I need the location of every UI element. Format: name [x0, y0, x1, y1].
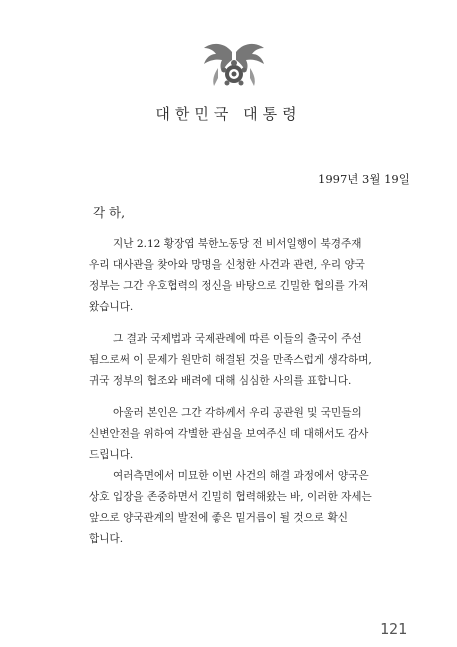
letterhead-title: 대한민국 대통령 [155, 105, 302, 123]
paragraph-line: 여러측면에서 미묘한 이번 사건의 해결 과정에서 양국은 [113, 470, 369, 482]
salutation: 각 하, [93, 205, 126, 220]
paragraph-2 [89, 329, 411, 392]
paragraph-line: 앞으로 양국관계의 발전에 좋은 밑거름이 될 것으로 확신 [89, 512, 348, 524]
paragraph-line: 신변안전을 위하여 각별한 관심을 보여주신 데 대해서도 감사 [89, 428, 369, 440]
paragraph-3 [89, 403, 411, 466]
page-number: 121 [380, 620, 408, 638]
paragraph-line: 정부는 그간 우호협력의 정신을 바탕으로 긴밀한 협의를 가져 [89, 280, 369, 292]
paragraph-4 [89, 466, 411, 550]
presidential-seal-icon [198, 38, 270, 94]
paragraph-line: 귀국 정부의 협조와 배려에 대해 심심한 사의를 표합니다. [89, 375, 352, 387]
paragraph-line: 그 결과 국제법과 국제관례에 따른 이들의 출국이 주선 [113, 333, 362, 345]
letter-date: 1997년 3월 19일 [318, 172, 410, 186]
paragraph-line: 지난 2.12 황장엽 북한노동당 전 비서일행이 북경주재 [113, 238, 362, 250]
paragraph-1 [89, 234, 411, 318]
paragraph-line: 우리 대사관을 찾아와 망명을 신청한 사건과 관련, 우리 양국 [89, 259, 365, 271]
paragraph-line: 드립니다. [89, 449, 134, 461]
paragraph-line: 합니다. [89, 533, 124, 545]
paragraph-line: 왔습니다. [89, 301, 134, 313]
paragraph-line: 아울러 본인은 그간 각하께서 우리 공관원 및 국민들의 [113, 407, 362, 419]
paragraph-line: 상호 입장을 존중하면서 긴밀히 협력해왔는 바, 이러한 자세는 [89, 491, 372, 503]
paragraph-line: 됨으로써 이 문제가 원만히 해결된 것을 만족스럽게 생각하며, [89, 354, 372, 366]
